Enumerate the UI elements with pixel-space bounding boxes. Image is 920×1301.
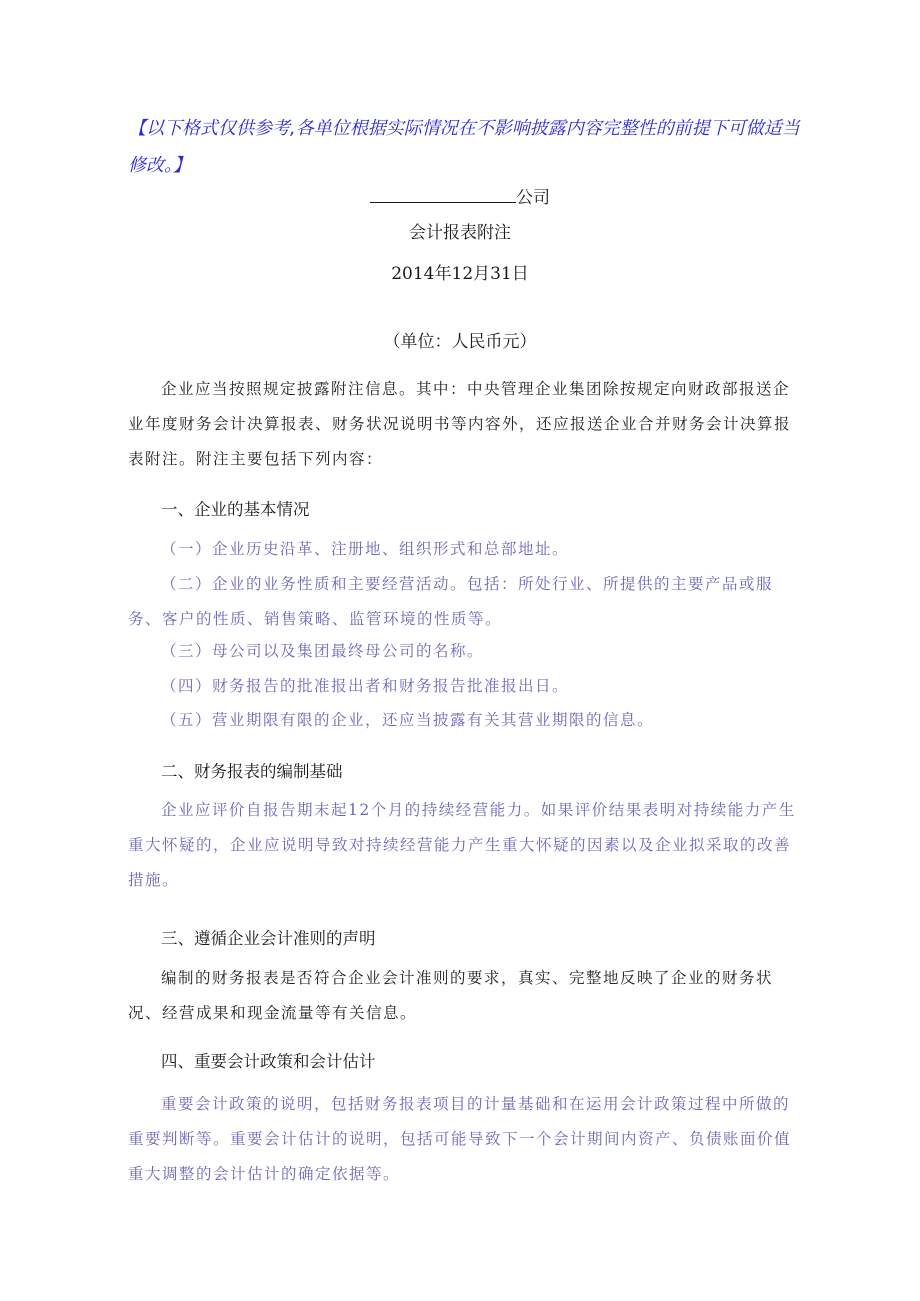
intro-paragraph: 企业应当按照规定披露附注信息。其中：中央管理企业集团除按规定向财政部报送企业年度财务会计决算报表、财务状况说明书等内容外，还应报送企业合并财务会计决算报表附注。附注主要包括下列内容： xyxy=(128,380,792,468)
section-heading-accounting-policies: 四、重要会计政策和会计估计 xyxy=(161,1052,376,1071)
format-notice: 【以下格式仅供参考,各单位根据实际情况在不影响披露内容完整性的前提下可做适当修改。】 xyxy=(128,118,800,176)
section-heading-basic-info: 一、企业的基本情况 xyxy=(161,500,310,519)
report-date: 2014年12月31日 xyxy=(391,264,529,284)
section-item: （一）企业历史沿革、注册地、组织形式和总部地址。 xyxy=(161,540,570,558)
section-body-compliance-statement: 编制的财务报表是否符合企业会计准则的要求，真实、完整地反映了企业的财务状况、经营成果和现金流量等有关信息。 xyxy=(128,969,774,1022)
company-name-line xyxy=(0,183,920,208)
section-item: （五）营业期限有限的企业，还应当披露有关其营业期限的信息。 xyxy=(161,711,655,729)
section-heading-preparation-basis: 二、财务报表的编制基础 xyxy=(161,762,343,781)
company-name-blank xyxy=(370,186,516,203)
section-item: （四）财务报告的批准报出者和财务报告批准报出日。 xyxy=(161,677,570,695)
section-body-accounting-policies: 重要会计政策的说明，包括财务报表项目的计量基础和在运用会计政策过程中所做的重要判断等。重要会计估计的说明，包括可能导致下一个会计期间内资产、负债账面价值重大调整的会计估计的确定依据等。 xyxy=(128,1095,792,1183)
section-heading-compliance-statement: 三、遵循企业会计准则的声明 xyxy=(161,929,376,948)
section-item: （二）企业的业务性质和主要经营活动。包括：所处行业、所提供的主要产品或服务、客户的性质、销售策略、监管环境的性质等。 xyxy=(128,575,774,628)
section-item: （三）母公司以及集团最终母公司的名称。 xyxy=(161,642,485,660)
document-title: 会计报表附注 xyxy=(409,223,511,243)
company-suffix: 公司 xyxy=(516,188,550,208)
section-body-preparation-basis: 企业应评价自报告期末起12个月的持续经营能力。如果评价结果表明对持续能力产生重大怀疑的，企业应说明导致对持续经营能力产生重大怀疑的因素以及企业拟采取的改善措施。 xyxy=(128,801,796,889)
currency-unit: （单位：人民币元） xyxy=(383,332,537,352)
